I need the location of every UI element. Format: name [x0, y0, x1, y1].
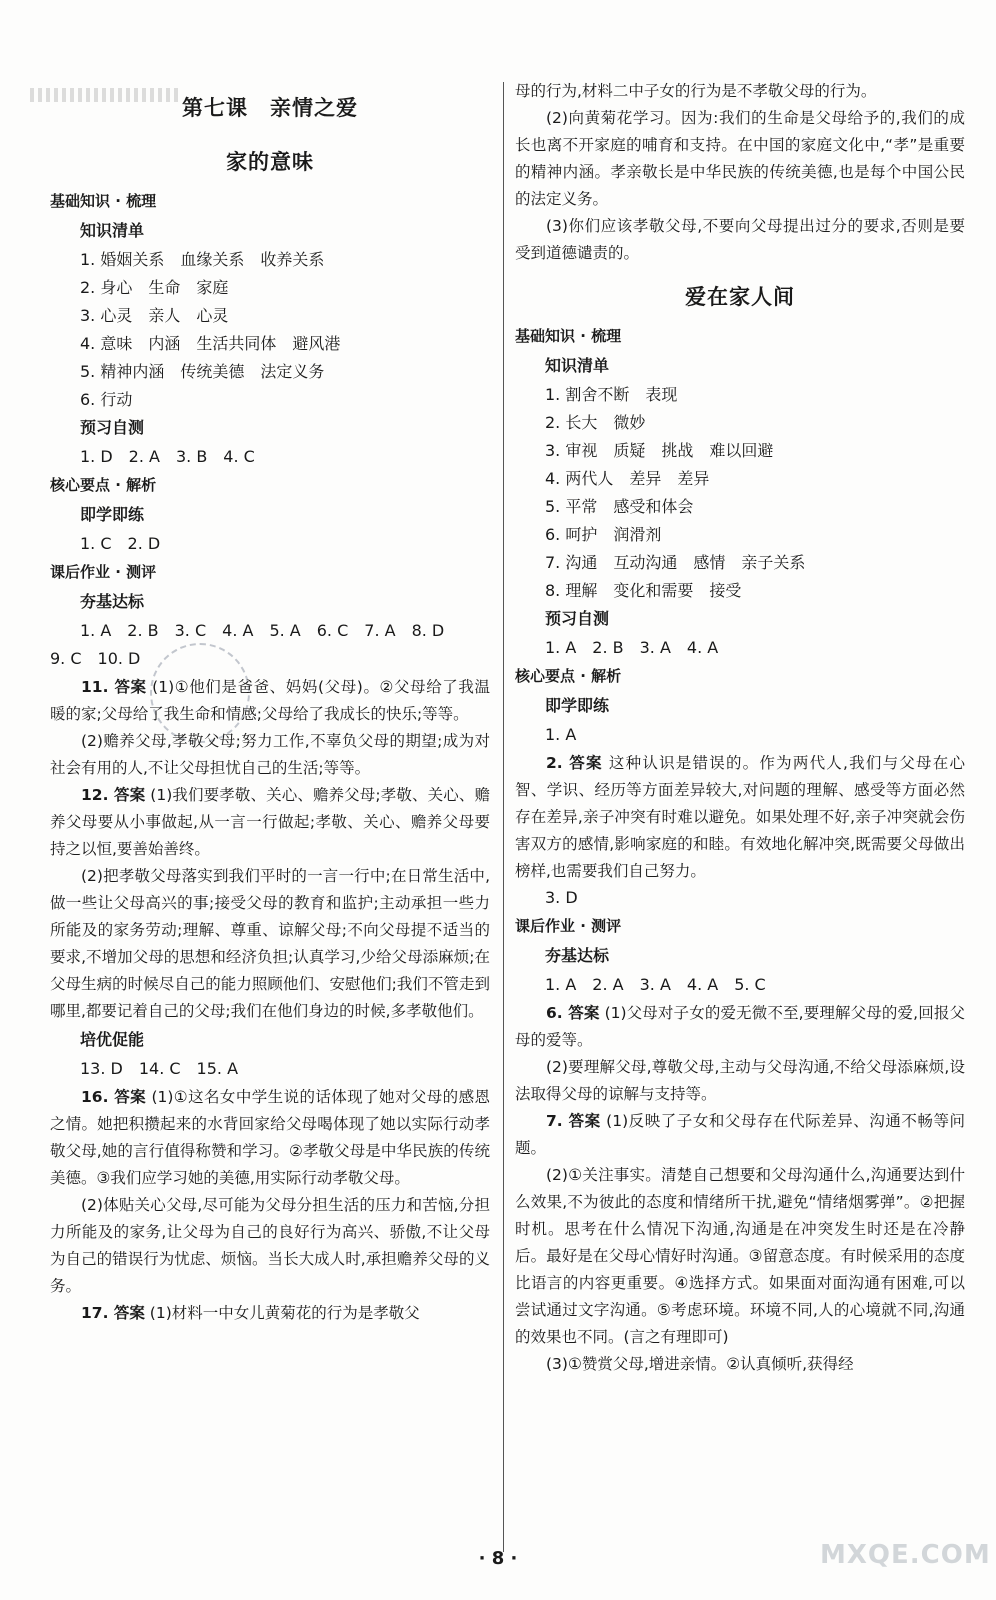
q7-part3: (3)①赞赏父母,增进亲情。②认真倾听,获得经 — [546, 1355, 854, 1373]
answers-preview: 1. D 2. A 3. B 4. C — [80, 447, 255, 466]
q6-part2: (2)要理解父母,尊敬父母,主动与父母沟通,不给父母添麻烦,设法取得父母的谅解与支持等。 — [515, 1058, 965, 1103]
q17-part2: (2)向黄菊花学习。因为:我们的生命是父母给予的,我们的成长也离不开家庭的哺育和支持。在中国的家庭文化中,“孝”是重要的精神内涵。孝亲敬长是中华民族的传统美德,也是每个中国公民的法定义务。 — [515, 109, 965, 208]
q16-part1: 16. 答案 (1)①这名女中学生说的话体现了她对父母的感恩之情。她把积攒起来的水背回家给父母喝体现了她以实际行动孝敬父母,她的言行值得称赞和学习。②孝敬父母是中华民族的传统美德。③我们应学习她的美德,用实际行动孝敬父母。 — [50, 1088, 490, 1187]
section-title-home-meaning: 家的意味 — [226, 150, 314, 174]
list-item: 8. 理解 变化和需要 接受 — [545, 581, 742, 600]
header-homework: 课后作业 · 测评 — [515, 917, 622, 935]
answers-advanced: 13. D 14. C 15. A — [80, 1059, 239, 1078]
q6-part1: 6. 答案 (1)父母对子女的爱无微不至,要理解父母的爱,回报父母的爱等。 — [515, 1004, 966, 1049]
header-core-points: 核心要点 · 解析 — [515, 667, 622, 685]
answer-label: 6. 答案 — [546, 1004, 600, 1022]
q17-part3: (3)你们应该孝敬父母,不要向父母提出过分的要求,否则是要受到道德谴责的。 — [515, 217, 965, 262]
q7-part1: 7. 答案 (1)反映了子女和父母存在代际差异、沟通不畅等问题。 — [515, 1112, 965, 1157]
q12-part1: 12. 答案 (1)我们要孝敬、关心、赡养父母;孝敬、关心、赡养父母要从小事做起,从一言一行做起;孝敬、关心、赡养父母要持之以恒,要善始善终。 — [50, 786, 490, 858]
q11-part2: (2)赡养父母,孝敬父母;努力工作,不辜负父母的期望;成为对社会有用的人,不让父母担忧自己的生活;等等。 — [50, 732, 490, 777]
header-core-points: 核心要点 · 解析 — [50, 476, 157, 494]
list-item: 6. 行动 — [80, 390, 133, 409]
list-item: 4. 意味 内涵 生活共同体 避风港 — [80, 334, 341, 353]
sub-practice: 即学即练 — [545, 696, 610, 715]
q12-part2: (2)把孝敬父母落实到我们平时的一言一行中;在日常生活中,做一些让父母高兴的事;接受父母的教育和监护;主动承担一些力所能及的家务劳动;理解、尊重、谅解父母;不向父母提不适当的要求,不增加父母的思想和经济负担;认真学习,少给父母添麻烦;在父母生病的时候尽自己的能力照顾他们、安慰他们;我们不管走到哪里,都要记着自己的父母;我们在他们身边的时候,多孝敬他们。 — [50, 867, 490, 1020]
column-divider — [503, 82, 504, 1552]
sub-advanced: 培优促能 — [80, 1030, 145, 1049]
answer-label: 12. 答案 — [81, 786, 146, 804]
sub-foundation: 夯基达标 — [545, 946, 610, 965]
sub-knowledge-list: 知识清单 — [545, 356, 610, 375]
list-item: 2. 身心 生命 家庭 — [80, 278, 229, 297]
sub-knowledge-list: 知识清单 — [80, 221, 145, 240]
list-item: 6. 呵护 润滑剂 — [545, 525, 662, 544]
sub-foundation: 夯基达标 — [80, 592, 145, 611]
list-item: 4. 两代人 差异 差异 — [545, 469, 710, 488]
sub-preview-test: 预习自测 — [545, 609, 610, 628]
answer-label: 2. 答案 — [546, 754, 603, 772]
answer-label: 11. 答案 — [81, 678, 147, 696]
page-number: · 8 · — [478, 1548, 518, 1569]
list-item: 5. 平常 感受和体会 — [545, 497, 694, 516]
header-homework: 课后作业 · 测评 — [50, 563, 157, 581]
answers-foundation: 1. A 2. A 3. A 4. A 5. C — [545, 975, 766, 994]
q17-continued: 母的行为,材料二中子女的行为是不孝敬父母的行为。 — [515, 82, 877, 100]
header-basic-knowledge: 基础知识 · 梳理 — [50, 192, 157, 210]
right-column — [515, 78, 965, 1378]
q2-answer: 2. 答案 这种认识是错误的。作为两代人,我们与父母在心智、学识、经历等方面差异较大,对问题的理解、感受等方面必然存在差异,亲子冲突有时难以避免。如果处理不好,亲子冲突就会伤害双方的感情,影响家庭的和睦。有效地化解冲突,既需要父母做出榜样,也需要我们自己努力。 — [515, 754, 965, 880]
list-item: 1. 婚姻关系 血缘关系 收养关系 — [80, 250, 325, 269]
list-item: 5. 精神内涵 传统美德 法定义务 — [80, 362, 325, 381]
q16-part2: (2)体贴关心父母,尽可能为父母分担生活的压力和苦恼,分担力所能及的家务,让父母为自己的良好行为高兴、骄傲,不让父母为自己的错误行为忧虑、烦恼。当长大成人时,承担赡养父母的义务。 — [50, 1196, 490, 1295]
answer-label: 16. 答案 — [81, 1088, 147, 1106]
answers-practice-1: 1. A — [545, 725, 577, 744]
list-item: 3. 心灵 亲人 心灵 — [80, 306, 229, 325]
answers-foundation-1: 1. A 2. B 3. C 4. A 5. A 6. C 7. A 8. D — [80, 621, 445, 640]
list-item: 3. 审视 质疑 挑战 难以回避 — [545, 441, 774, 460]
watermark-logo: MXQE.COM — [820, 1540, 991, 1570]
q17-part1: 17. 答案 (1)材料一中女儿黄菊花的行为是孝敬父 — [81, 1304, 420, 1322]
sub-preview-test: 预习自测 — [80, 418, 145, 437]
header-basic-knowledge: 基础知识 · 梳理 — [515, 327, 622, 345]
answers-practice-3: 3. D — [545, 888, 578, 907]
answers-foundation-2: 9. C 10. D — [50, 649, 141, 668]
left-column — [50, 78, 490, 1327]
answer-label: 7. 答案 — [546, 1112, 601, 1130]
lesson-title: 第七课 亲情之爱 — [182, 96, 358, 120]
list-item: 2. 长大 微妙 — [545, 413, 646, 432]
list-item: 7. 沟通 互动沟通 感情 亲子关系 — [545, 553, 806, 572]
answers-practice: 1. C 2. D — [80, 534, 161, 553]
section-title-love-family: 爱在家人间 — [685, 285, 795, 309]
sub-practice: 即学即练 — [80, 505, 145, 524]
q7-part2: (2)①关注事实。清楚自己想要和父母沟通什么,沟通要达到什么效果,不为彼此的态度和情绪所干扰,避免“情绪烟雾弹”。②把握时机。思考在什么情况下沟通,沟通是在冲突发生时还是在冷静后。最好是在父母心情好时沟通。③留意态度。有时候采用的态度比语言的内容更重要。④选择方式。如果面对面沟通有困难,可以尝试通过文字沟通。⑤考虑环境。环境不同,人的心境就不同,沟通的效果也不同。(言之有理即可) — [515, 1166, 965, 1346]
list-item: 1. 割舍不断 表现 — [545, 385, 678, 404]
q11-part1: 11. 答案 (1)①他们是爸爸、妈妈(父母)。②父母给了我温暖的家;父母给了我生命和情感;父母给了我成长的快乐;等等。 — [50, 678, 490, 723]
answers-preview: 1. A 2. B 3. A 4. A — [545, 638, 719, 657]
answer-label: 17. 答案 — [81, 1304, 145, 1322]
